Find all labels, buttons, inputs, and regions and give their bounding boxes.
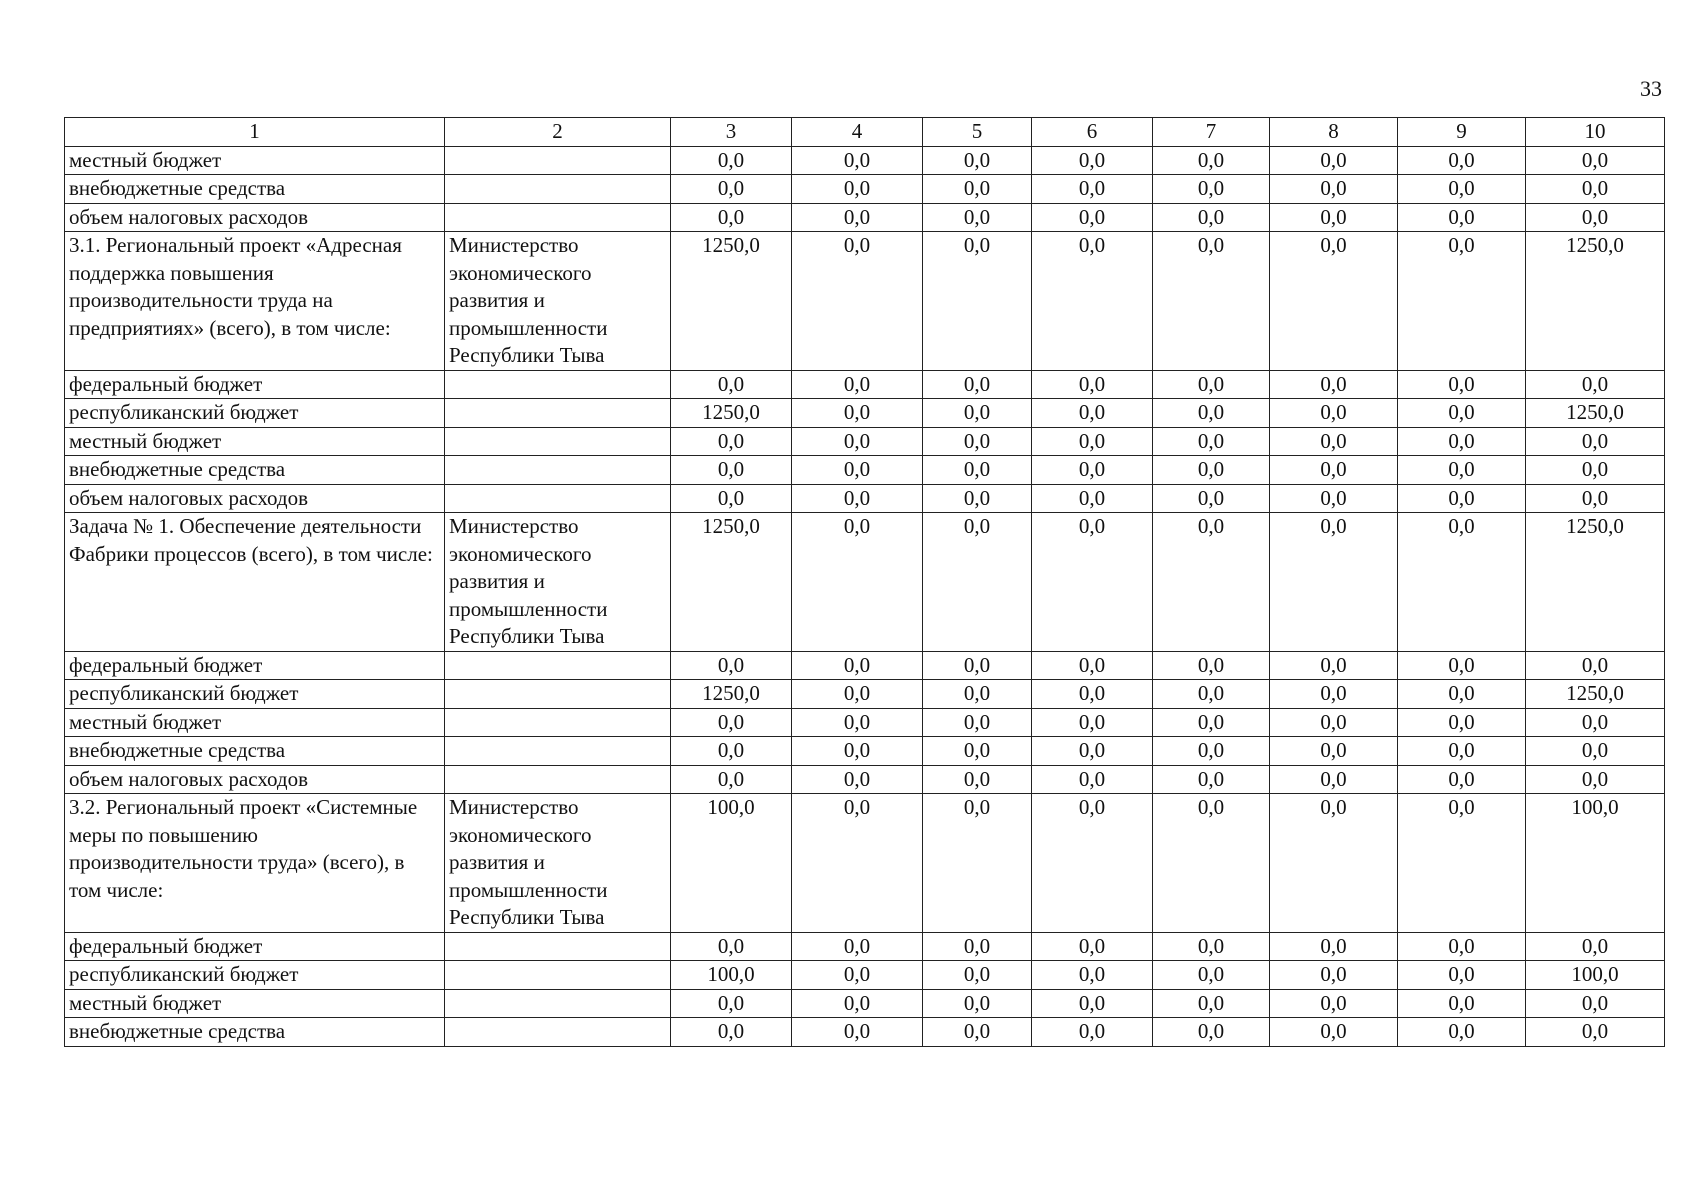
value-cell: 0,0 bbox=[1153, 961, 1270, 990]
value-cell: 0,0 bbox=[1032, 680, 1153, 709]
value-cell: 0,0 bbox=[792, 399, 923, 428]
value-cell: 0,0 bbox=[1032, 370, 1153, 399]
value-cell: 0,0 bbox=[923, 680, 1032, 709]
row-label-cell: республиканский бюджет bbox=[65, 399, 445, 428]
value-cell: 0,0 bbox=[792, 370, 923, 399]
value-cell: 0,0 bbox=[1398, 427, 1526, 456]
value-cell: 0,0 bbox=[671, 651, 792, 680]
value-cell: 0,0 bbox=[923, 1018, 1032, 1047]
value-cell: 0,0 bbox=[923, 765, 1032, 794]
value-cell: 0,0 bbox=[1153, 232, 1270, 371]
value-cell: 0,0 bbox=[923, 484, 1032, 513]
table-row bbox=[65, 203, 1665, 232]
value-cell: 0,0 bbox=[1270, 427, 1398, 456]
value-cell: 0,0 bbox=[1270, 175, 1398, 204]
value-cell: 0,0 bbox=[792, 989, 923, 1018]
value-cell: 0,0 bbox=[1153, 737, 1270, 766]
row-label-cell: 3.2. Региональный проект «Системные меры по повышению производительности труда» (всего), в том числе: bbox=[65, 794, 445, 933]
value-cell: 0,0 bbox=[1032, 737, 1153, 766]
value-cell: 0,0 bbox=[923, 175, 1032, 204]
row-label-cell: республиканский бюджет bbox=[65, 961, 445, 990]
table-header-row bbox=[65, 118, 1665, 147]
value-cell: 0,0 bbox=[1270, 456, 1398, 485]
value-cell: 0,0 bbox=[1270, 203, 1398, 232]
table-row bbox=[65, 399, 1665, 428]
value-cell: 0,0 bbox=[1153, 370, 1270, 399]
value-cell: 0,0 bbox=[1153, 708, 1270, 737]
value-cell: 0,0 bbox=[923, 961, 1032, 990]
value-cell: 0,0 bbox=[1398, 765, 1526, 794]
value-cell: 0,0 bbox=[1270, 651, 1398, 680]
row-label-cell: местный бюджет bbox=[65, 989, 445, 1018]
value-cell: 100,0 bbox=[671, 794, 792, 933]
responsible-cell bbox=[445, 456, 671, 485]
value-cell: 0,0 bbox=[1270, 765, 1398, 794]
header-cell: 1 bbox=[65, 118, 445, 147]
responsible-cell bbox=[445, 708, 671, 737]
value-cell: 0,0 bbox=[1398, 203, 1526, 232]
table-row bbox=[65, 484, 1665, 513]
table-row bbox=[65, 427, 1665, 456]
value-cell: 0,0 bbox=[1398, 651, 1526, 680]
value-cell: 0,0 bbox=[1032, 456, 1153, 485]
value-cell: 0,0 bbox=[1032, 651, 1153, 680]
row-label-cell: федеральный бюджет bbox=[65, 932, 445, 961]
row-label-cell: внебюджетные средства bbox=[65, 737, 445, 766]
value-cell: 0,0 bbox=[923, 513, 1032, 652]
value-cell: 1250,0 bbox=[671, 232, 792, 371]
table-row bbox=[65, 737, 1665, 766]
value-cell: 0,0 bbox=[1153, 680, 1270, 709]
value-cell: 0,0 bbox=[671, 456, 792, 485]
value-cell: 0,0 bbox=[1526, 989, 1665, 1018]
value-cell: 0,0 bbox=[1032, 1018, 1153, 1047]
value-cell: 0,0 bbox=[792, 680, 923, 709]
value-cell: 0,0 bbox=[792, 794, 923, 933]
table-row bbox=[65, 680, 1665, 709]
table-row bbox=[65, 708, 1665, 737]
value-cell: 1250,0 bbox=[1526, 513, 1665, 652]
value-cell: 0,0 bbox=[1032, 708, 1153, 737]
value-cell: 0,0 bbox=[1270, 794, 1398, 933]
value-cell: 0,0 bbox=[1032, 427, 1153, 456]
value-cell: 0,0 bbox=[1032, 232, 1153, 371]
value-cell: 0,0 bbox=[792, 456, 923, 485]
row-label-cell: местный бюджет bbox=[65, 708, 445, 737]
value-cell: 0,0 bbox=[1526, 146, 1665, 175]
value-cell: 0,0 bbox=[923, 427, 1032, 456]
header-cell: 3 bbox=[671, 118, 792, 147]
value-cell: 0,0 bbox=[1153, 1018, 1270, 1047]
row-label-cell: федеральный бюджет bbox=[65, 651, 445, 680]
responsible-cell: Министерство экономического развития и промышленности Республики Тыва bbox=[445, 513, 671, 652]
value-cell: 0,0 bbox=[1153, 794, 1270, 933]
budget-table bbox=[64, 117, 1665, 1047]
value-cell: 0,0 bbox=[792, 1018, 923, 1047]
value-cell: 0,0 bbox=[923, 794, 1032, 933]
value-cell: 0,0 bbox=[792, 513, 923, 652]
table-row bbox=[65, 765, 1665, 794]
value-cell: 0,0 bbox=[923, 456, 1032, 485]
value-cell: 0,0 bbox=[1526, 456, 1665, 485]
table-row bbox=[65, 989, 1665, 1018]
value-cell: 100,0 bbox=[1526, 794, 1665, 933]
value-cell: 0,0 bbox=[1032, 513, 1153, 652]
row-label-cell: Задача № 1. Обеспечение деятельности Фабрики процессов (всего), в том числе: bbox=[65, 513, 445, 652]
value-cell: 0,0 bbox=[1032, 146, 1153, 175]
value-cell: 0,0 bbox=[1270, 680, 1398, 709]
value-cell: 0,0 bbox=[792, 932, 923, 961]
responsible-cell bbox=[445, 989, 671, 1018]
responsible-cell: Министерство экономического развития и промышленности Республики Тыва bbox=[445, 794, 671, 933]
value-cell: 1250,0 bbox=[671, 680, 792, 709]
value-cell: 0,0 bbox=[1270, 961, 1398, 990]
row-label-cell: объем налоговых расходов bbox=[65, 765, 445, 794]
table-row bbox=[65, 370, 1665, 399]
value-cell: 0,0 bbox=[923, 399, 1032, 428]
row-label-cell: федеральный бюджет bbox=[65, 370, 445, 399]
value-cell: 0,0 bbox=[671, 708, 792, 737]
value-cell: 0,0 bbox=[923, 708, 1032, 737]
value-cell: 0,0 bbox=[1398, 737, 1526, 766]
value-cell: 0,0 bbox=[1153, 427, 1270, 456]
value-cell: 0,0 bbox=[923, 146, 1032, 175]
row-label-cell: объем налоговых расходов bbox=[65, 203, 445, 232]
value-cell: 0,0 bbox=[1153, 484, 1270, 513]
row-label-cell: внебюджетные средства bbox=[65, 1018, 445, 1047]
header-cell: 6 bbox=[1032, 118, 1153, 147]
row-label-cell: местный бюджет bbox=[65, 427, 445, 456]
table-row bbox=[65, 146, 1665, 175]
value-cell: 0,0 bbox=[792, 765, 923, 794]
value-cell: 0,0 bbox=[923, 737, 1032, 766]
value-cell: 0,0 bbox=[1153, 203, 1270, 232]
value-cell: 0,0 bbox=[1526, 427, 1665, 456]
value-cell: 0,0 bbox=[1032, 765, 1153, 794]
value-cell: 0,0 bbox=[671, 765, 792, 794]
value-cell: 0,0 bbox=[1153, 513, 1270, 652]
responsible-cell bbox=[445, 737, 671, 766]
header-cell: 10 bbox=[1526, 118, 1665, 147]
header-cell: 5 bbox=[923, 118, 1032, 147]
responsible-cell bbox=[445, 932, 671, 961]
value-cell: 0,0 bbox=[1398, 146, 1526, 175]
value-cell: 0,0 bbox=[671, 1018, 792, 1047]
table-row bbox=[65, 651, 1665, 680]
value-cell: 0,0 bbox=[671, 427, 792, 456]
table-row bbox=[65, 1018, 1665, 1047]
value-cell: 0,0 bbox=[1526, 651, 1665, 680]
value-cell: 0,0 bbox=[792, 232, 923, 371]
responsible-cell bbox=[445, 651, 671, 680]
value-cell: 0,0 bbox=[1526, 370, 1665, 399]
value-cell: 0,0 bbox=[792, 203, 923, 232]
value-cell: 0,0 bbox=[1153, 146, 1270, 175]
value-cell: 0,0 bbox=[792, 484, 923, 513]
header-cell: 4 bbox=[792, 118, 923, 147]
value-cell: 0,0 bbox=[792, 427, 923, 456]
responsible-cell bbox=[445, 765, 671, 794]
value-cell: 0,0 bbox=[671, 370, 792, 399]
value-cell: 0,0 bbox=[792, 175, 923, 204]
value-cell: 0,0 bbox=[1153, 932, 1270, 961]
value-cell: 0,0 bbox=[792, 961, 923, 990]
value-cell: 0,0 bbox=[1398, 708, 1526, 737]
value-cell: 0,0 bbox=[1398, 456, 1526, 485]
value-cell: 0,0 bbox=[1270, 399, 1398, 428]
responsible-cell bbox=[445, 175, 671, 204]
value-cell: 0,0 bbox=[671, 175, 792, 204]
value-cell: 100,0 bbox=[671, 961, 792, 990]
value-cell: 0,0 bbox=[792, 146, 923, 175]
row-label-cell: внебюджетные средства bbox=[65, 175, 445, 204]
value-cell: 0,0 bbox=[671, 203, 792, 232]
value-cell: 0,0 bbox=[1526, 203, 1665, 232]
header-cell: 2 bbox=[445, 118, 671, 147]
value-cell: 0,0 bbox=[1526, 484, 1665, 513]
value-cell: 0,0 bbox=[1153, 989, 1270, 1018]
value-cell: 0,0 bbox=[1526, 175, 1665, 204]
value-cell: 0,0 bbox=[923, 203, 1032, 232]
value-cell: 0,0 bbox=[1526, 737, 1665, 766]
value-cell: 1250,0 bbox=[671, 399, 792, 428]
value-cell: 0,0 bbox=[1032, 932, 1153, 961]
responsible-cell bbox=[445, 427, 671, 456]
value-cell: 0,0 bbox=[1526, 1018, 1665, 1047]
table-body bbox=[65, 118, 1665, 1047]
row-label-cell: местный бюджет bbox=[65, 146, 445, 175]
responsible-cell bbox=[445, 203, 671, 232]
value-cell: 0,0 bbox=[671, 484, 792, 513]
value-cell: 0,0 bbox=[1032, 794, 1153, 933]
value-cell: 0,0 bbox=[1153, 399, 1270, 428]
row-label-cell: республиканский бюджет bbox=[65, 680, 445, 709]
value-cell: 0,0 bbox=[1032, 484, 1153, 513]
value-cell: 0,0 bbox=[1032, 961, 1153, 990]
responsible-cell bbox=[445, 370, 671, 399]
table-row bbox=[65, 232, 1665, 371]
value-cell: 0,0 bbox=[1398, 680, 1526, 709]
row-label-cell: объем налоговых расходов bbox=[65, 484, 445, 513]
responsible-cell bbox=[445, 1018, 671, 1047]
value-cell: 0,0 bbox=[1398, 399, 1526, 428]
value-cell: 0,0 bbox=[1153, 651, 1270, 680]
value-cell: 0,0 bbox=[1270, 513, 1398, 652]
value-cell: 0,0 bbox=[1398, 484, 1526, 513]
value-cell: 0,0 bbox=[1526, 708, 1665, 737]
value-cell: 0,0 bbox=[1270, 989, 1398, 1018]
responsible-cell bbox=[445, 484, 671, 513]
table-row bbox=[65, 932, 1665, 961]
value-cell: 1250,0 bbox=[1526, 232, 1665, 371]
value-cell: 1250,0 bbox=[1526, 680, 1665, 709]
value-cell: 0,0 bbox=[923, 232, 1032, 371]
value-cell: 0,0 bbox=[1032, 175, 1153, 204]
value-cell: 0,0 bbox=[1398, 1018, 1526, 1047]
value-cell: 0,0 bbox=[792, 737, 923, 766]
value-cell: 1250,0 bbox=[671, 513, 792, 652]
value-cell: 0,0 bbox=[792, 708, 923, 737]
value-cell: 0,0 bbox=[1153, 765, 1270, 794]
value-cell: 0,0 bbox=[923, 989, 1032, 1018]
value-cell: 0,0 bbox=[1526, 765, 1665, 794]
value-cell: 0,0 bbox=[1032, 203, 1153, 232]
value-cell: 0,0 bbox=[923, 651, 1032, 680]
page-number: 33 bbox=[1640, 76, 1662, 101]
value-cell: 0,0 bbox=[1032, 989, 1153, 1018]
value-cell: 0,0 bbox=[1526, 932, 1665, 961]
value-cell: 1250,0 bbox=[1526, 399, 1665, 428]
value-cell: 0,0 bbox=[792, 651, 923, 680]
value-cell: 0,0 bbox=[1398, 513, 1526, 652]
value-cell: 0,0 bbox=[671, 737, 792, 766]
header-cell: 7 bbox=[1153, 118, 1270, 147]
value-cell: 0,0 bbox=[1270, 1018, 1398, 1047]
value-cell: 0,0 bbox=[1270, 932, 1398, 961]
responsible-cell bbox=[445, 961, 671, 990]
value-cell: 0,0 bbox=[1398, 370, 1526, 399]
value-cell: 0,0 bbox=[1398, 961, 1526, 990]
value-cell: 0,0 bbox=[671, 146, 792, 175]
value-cell: 0,0 bbox=[1270, 146, 1398, 175]
value-cell: 0,0 bbox=[1398, 175, 1526, 204]
value-cell: 0,0 bbox=[1032, 399, 1153, 428]
table-row bbox=[65, 961, 1665, 990]
table-row bbox=[65, 794, 1665, 933]
value-cell: 0,0 bbox=[1398, 794, 1526, 933]
value-cell: 0,0 bbox=[671, 932, 792, 961]
value-cell: 0,0 bbox=[1398, 932, 1526, 961]
row-label-cell: внебюджетные средства bbox=[65, 456, 445, 485]
responsible-cell bbox=[445, 146, 671, 175]
value-cell: 0,0 bbox=[1398, 989, 1526, 1018]
table-row bbox=[65, 513, 1665, 652]
row-label-cell: 3.1. Региональный проект «Адресная поддержка повышения производительности труда на предприятиях» (всего), в том числе: bbox=[65, 232, 445, 371]
table-row bbox=[65, 175, 1665, 204]
value-cell: 0,0 bbox=[1270, 737, 1398, 766]
responsible-cell bbox=[445, 680, 671, 709]
value-cell: 0,0 bbox=[923, 370, 1032, 399]
value-cell: 0,0 bbox=[1270, 370, 1398, 399]
value-cell: 0,0 bbox=[923, 932, 1032, 961]
table-row bbox=[65, 456, 1665, 485]
value-cell: 100,0 bbox=[1526, 961, 1665, 990]
header-cell: 9 bbox=[1398, 118, 1526, 147]
value-cell: 0,0 bbox=[1270, 484, 1398, 513]
responsible-cell bbox=[445, 399, 671, 428]
value-cell: 0,0 bbox=[1398, 232, 1526, 371]
value-cell: 0,0 bbox=[1270, 708, 1398, 737]
value-cell: 0,0 bbox=[671, 989, 792, 1018]
value-cell: 0,0 bbox=[1270, 232, 1398, 371]
value-cell: 0,0 bbox=[1153, 175, 1270, 204]
value-cell: 0,0 bbox=[1153, 456, 1270, 485]
header-cell: 8 bbox=[1270, 118, 1398, 147]
responsible-cell: Министерство экономического развития и промышленности Республики Тыва bbox=[445, 232, 671, 371]
